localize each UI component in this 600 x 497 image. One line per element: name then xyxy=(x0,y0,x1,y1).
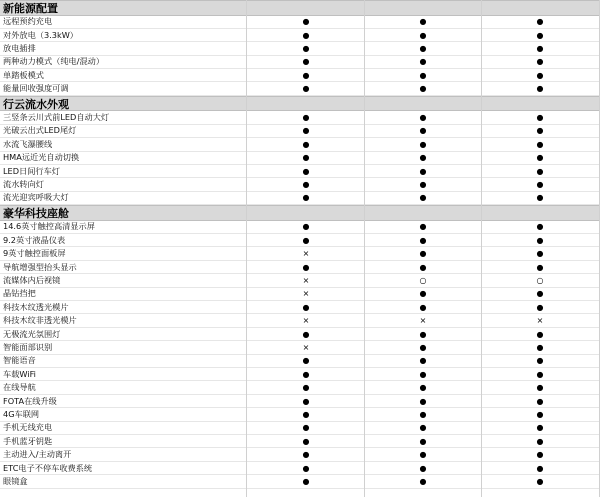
standard-dot-icon: ● xyxy=(419,436,427,446)
standard-dot-icon: ● xyxy=(419,423,427,433)
spec-label: 4G车联网 xyxy=(3,408,40,419)
not-available-cross-icon: × xyxy=(302,275,310,285)
standard-dot-icon: ● xyxy=(419,463,427,473)
spec-label: 科技木纹非透光模片 xyxy=(3,315,77,326)
spec-row xyxy=(0,56,600,69)
section-title: 新能源配置 xyxy=(3,1,58,15)
standard-dot-icon: ● xyxy=(302,356,310,366)
standard-dot-icon: ● xyxy=(302,139,310,149)
spec-row xyxy=(0,355,600,368)
optional-circle-icon: ○ xyxy=(536,275,544,285)
standard-dot-icon: ● xyxy=(419,70,427,80)
spec-row xyxy=(0,69,600,82)
standard-dot-icon: ● xyxy=(536,84,544,94)
standard-dot-icon: ● xyxy=(536,476,544,486)
standard-dot-icon: ● xyxy=(419,450,427,460)
standard-dot-icon: ● xyxy=(302,423,310,433)
spec-row xyxy=(0,16,600,29)
standard-dot-icon: ● xyxy=(302,113,310,123)
spec-label: 科技木纹透光模片 xyxy=(3,301,69,312)
standard-dot-icon: ● xyxy=(419,302,427,312)
standard-dot-icon: ● xyxy=(536,180,544,190)
standard-dot-icon: ● xyxy=(302,84,310,94)
standard-dot-icon: ● xyxy=(536,302,544,312)
standard-dot-icon: ● xyxy=(536,342,544,352)
standard-dot-icon: ● xyxy=(419,342,427,352)
spec-label: 晶钻挡把 xyxy=(3,288,36,299)
standard-dot-icon: ● xyxy=(536,153,544,163)
standard-dot-icon: ● xyxy=(302,17,310,27)
spec-row xyxy=(0,288,600,301)
spec-label: 对外放电（3.3kW） xyxy=(3,29,78,40)
spec-label: 智能面部识别 xyxy=(3,341,53,352)
standard-dot-icon: ● xyxy=(302,70,310,80)
not-available-cross-icon: × xyxy=(302,316,310,326)
spec-row xyxy=(0,178,600,191)
spec-label: 手机蓝牙钥匙 xyxy=(3,435,53,446)
spec-row xyxy=(0,221,600,234)
standard-dot-icon: ● xyxy=(302,302,310,312)
standard-dot-icon: ● xyxy=(536,57,544,67)
spec-label: 车载WiFi xyxy=(3,368,36,379)
standard-dot-icon: ● xyxy=(419,84,427,94)
standard-dot-icon: ● xyxy=(536,369,544,379)
section-header xyxy=(0,205,600,221)
spec-row xyxy=(0,328,600,341)
spec-label: 14.6英寸触控高清显示屏 xyxy=(3,221,95,232)
not-available-cross-icon: × xyxy=(302,342,310,352)
standard-dot-icon: ● xyxy=(419,139,427,149)
spec-row xyxy=(0,234,600,247)
spec-row xyxy=(0,395,600,408)
standard-dot-icon: ● xyxy=(302,436,310,446)
standard-dot-icon: ● xyxy=(536,235,544,245)
not-available-cross-icon: × xyxy=(302,289,310,299)
spec-row xyxy=(0,435,600,448)
spec-label: 光破云出式LED尾灯 xyxy=(3,125,77,136)
standard-dot-icon: ● xyxy=(302,57,310,67)
section-title: 豪华科技座舱 xyxy=(3,206,69,220)
spec-row xyxy=(0,475,600,488)
spec-row xyxy=(0,192,600,205)
standard-dot-icon: ● xyxy=(536,436,544,446)
standard-dot-icon: ● xyxy=(536,289,544,299)
standard-dot-icon: ● xyxy=(419,409,427,419)
spec-row xyxy=(0,368,600,381)
spec-row xyxy=(0,301,600,314)
optional-circle-icon: ○ xyxy=(419,275,427,285)
spec-label: 9.2英寸液晶仪表 xyxy=(3,234,66,245)
spec-row xyxy=(0,125,600,138)
spec-row xyxy=(0,111,600,124)
standard-dot-icon: ● xyxy=(536,329,544,339)
spec-row xyxy=(0,382,600,395)
spec-row xyxy=(0,261,600,274)
standard-dot-icon: ● xyxy=(302,262,310,272)
spec-label: 水流飞瀑腰线 xyxy=(3,138,53,149)
spec-row xyxy=(0,341,600,354)
standard-dot-icon: ● xyxy=(302,450,310,460)
standard-dot-icon: ● xyxy=(536,262,544,272)
not-available-cross-icon: × xyxy=(536,316,544,326)
spec-label: 9英寸触控面板屏 xyxy=(3,248,66,259)
standard-dot-icon: ● xyxy=(419,356,427,366)
spec-label: 在线导航 xyxy=(3,382,36,393)
standard-dot-icon: ● xyxy=(419,222,427,232)
standard-dot-icon: ● xyxy=(536,463,544,473)
spec-row xyxy=(0,408,600,421)
standard-dot-icon: ● xyxy=(302,463,310,473)
spec-label: 单踏板模式 xyxy=(3,69,44,80)
standard-dot-icon: ● xyxy=(536,356,544,366)
spec-label: 三竖条云川式前LED自动大灯 xyxy=(3,112,110,123)
standard-dot-icon: ● xyxy=(419,289,427,299)
standard-dot-icon: ● xyxy=(419,180,427,190)
standard-dot-icon: ● xyxy=(302,180,310,190)
standard-dot-icon: ● xyxy=(536,70,544,80)
spec-label: 主动进入/主动离开 xyxy=(3,449,72,460)
spec-label: 两种动力模式（纯电/混动） xyxy=(3,56,105,67)
spec-row xyxy=(0,274,600,287)
spec-label: 远程预约充电 xyxy=(3,16,53,27)
spec-row xyxy=(0,138,600,151)
not-available-cross-icon: × xyxy=(419,316,427,326)
standard-dot-icon: ● xyxy=(302,126,310,136)
spec-label: FOTA在线升级 xyxy=(3,395,57,406)
standard-dot-icon: ● xyxy=(536,30,544,40)
standard-dot-icon: ● xyxy=(419,193,427,203)
standard-dot-icon: ● xyxy=(302,369,310,379)
standard-dot-icon: ● xyxy=(302,409,310,419)
spec-label: 眼镜盒 xyxy=(3,475,28,486)
column-divider xyxy=(364,0,365,497)
spec-label: HMA远近光自动切换 xyxy=(3,152,80,163)
spec-row xyxy=(0,248,600,261)
standard-dot-icon: ● xyxy=(419,30,427,40)
standard-dot-icon: ● xyxy=(419,235,427,245)
standard-dot-icon: ● xyxy=(419,249,427,259)
spec-row xyxy=(0,422,600,435)
spec-label: 无极流光氛围灯 xyxy=(3,328,61,339)
standard-dot-icon: ● xyxy=(302,329,310,339)
spec-label: 流媒体内后视镜 xyxy=(3,274,61,285)
standard-dot-icon: ● xyxy=(302,235,310,245)
standard-dot-icon: ● xyxy=(419,43,427,53)
standard-dot-icon: ● xyxy=(536,409,544,419)
section-header xyxy=(0,0,600,16)
spec-label: 导航增强型抬头显示 xyxy=(3,261,77,272)
spec-label: 智能语音 xyxy=(3,355,36,366)
not-available-cross-icon: × xyxy=(302,249,310,259)
standard-dot-icon: ● xyxy=(302,153,310,163)
standard-dot-icon: ● xyxy=(302,396,310,406)
standard-dot-icon: ● xyxy=(302,222,310,232)
spec-row xyxy=(0,315,600,328)
spec-label: 手机无线充电 xyxy=(3,422,53,433)
standard-dot-icon: ● xyxy=(419,126,427,136)
spec-row xyxy=(0,449,600,462)
standard-dot-icon: ● xyxy=(302,43,310,53)
standard-dot-icon: ● xyxy=(302,166,310,176)
standard-dot-icon: ● xyxy=(419,476,427,486)
standard-dot-icon: ● xyxy=(536,396,544,406)
standard-dot-icon: ● xyxy=(302,193,310,203)
spec-row xyxy=(0,152,600,165)
spec-label: 流水转向灯 xyxy=(3,179,44,190)
spec-row xyxy=(0,29,600,42)
column-divider xyxy=(481,0,482,497)
standard-dot-icon: ● xyxy=(536,166,544,176)
standard-dot-icon: ● xyxy=(536,249,544,259)
standard-dot-icon: ● xyxy=(302,476,310,486)
standard-dot-icon: ● xyxy=(536,222,544,232)
spec-label: LED日间行车灯 xyxy=(3,165,60,176)
standard-dot-icon: ● xyxy=(302,30,310,40)
spec-label: 放电插排 xyxy=(3,42,36,53)
spec-label: 流光迎宾呼吸大灯 xyxy=(3,192,69,203)
standard-dot-icon: ● xyxy=(419,57,427,67)
standard-dot-icon: ● xyxy=(536,139,544,149)
standard-dot-icon: ● xyxy=(536,126,544,136)
standard-dot-icon: ● xyxy=(419,113,427,123)
spec-row xyxy=(0,42,600,55)
section-header xyxy=(0,96,600,112)
standard-dot-icon: ● xyxy=(419,329,427,339)
standard-dot-icon: ● xyxy=(419,262,427,272)
standard-dot-icon: ● xyxy=(536,17,544,27)
standard-dot-icon: ● xyxy=(536,423,544,433)
standard-dot-icon: ● xyxy=(419,17,427,27)
spec-row xyxy=(0,83,600,96)
standard-dot-icon: ● xyxy=(536,113,544,123)
standard-dot-icon: ● xyxy=(536,193,544,203)
standard-dot-icon: ● xyxy=(419,383,427,393)
standard-dot-icon: ● xyxy=(419,369,427,379)
standard-dot-icon: ● xyxy=(536,450,544,460)
spec-row xyxy=(0,165,600,178)
standard-dot-icon: ● xyxy=(536,383,544,393)
standard-dot-icon: ● xyxy=(419,166,427,176)
spec-label: ETC电子不停车收费系统 xyxy=(3,462,93,473)
section-title: 行云流水外观 xyxy=(3,97,69,111)
spec-label: 能量回收强度可调 xyxy=(3,83,69,94)
standard-dot-icon: ● xyxy=(302,383,310,393)
standard-dot-icon: ● xyxy=(419,153,427,163)
column-divider xyxy=(246,0,247,497)
spec-row xyxy=(0,462,600,475)
standard-dot-icon: ● xyxy=(536,43,544,53)
standard-dot-icon: ● xyxy=(419,396,427,406)
